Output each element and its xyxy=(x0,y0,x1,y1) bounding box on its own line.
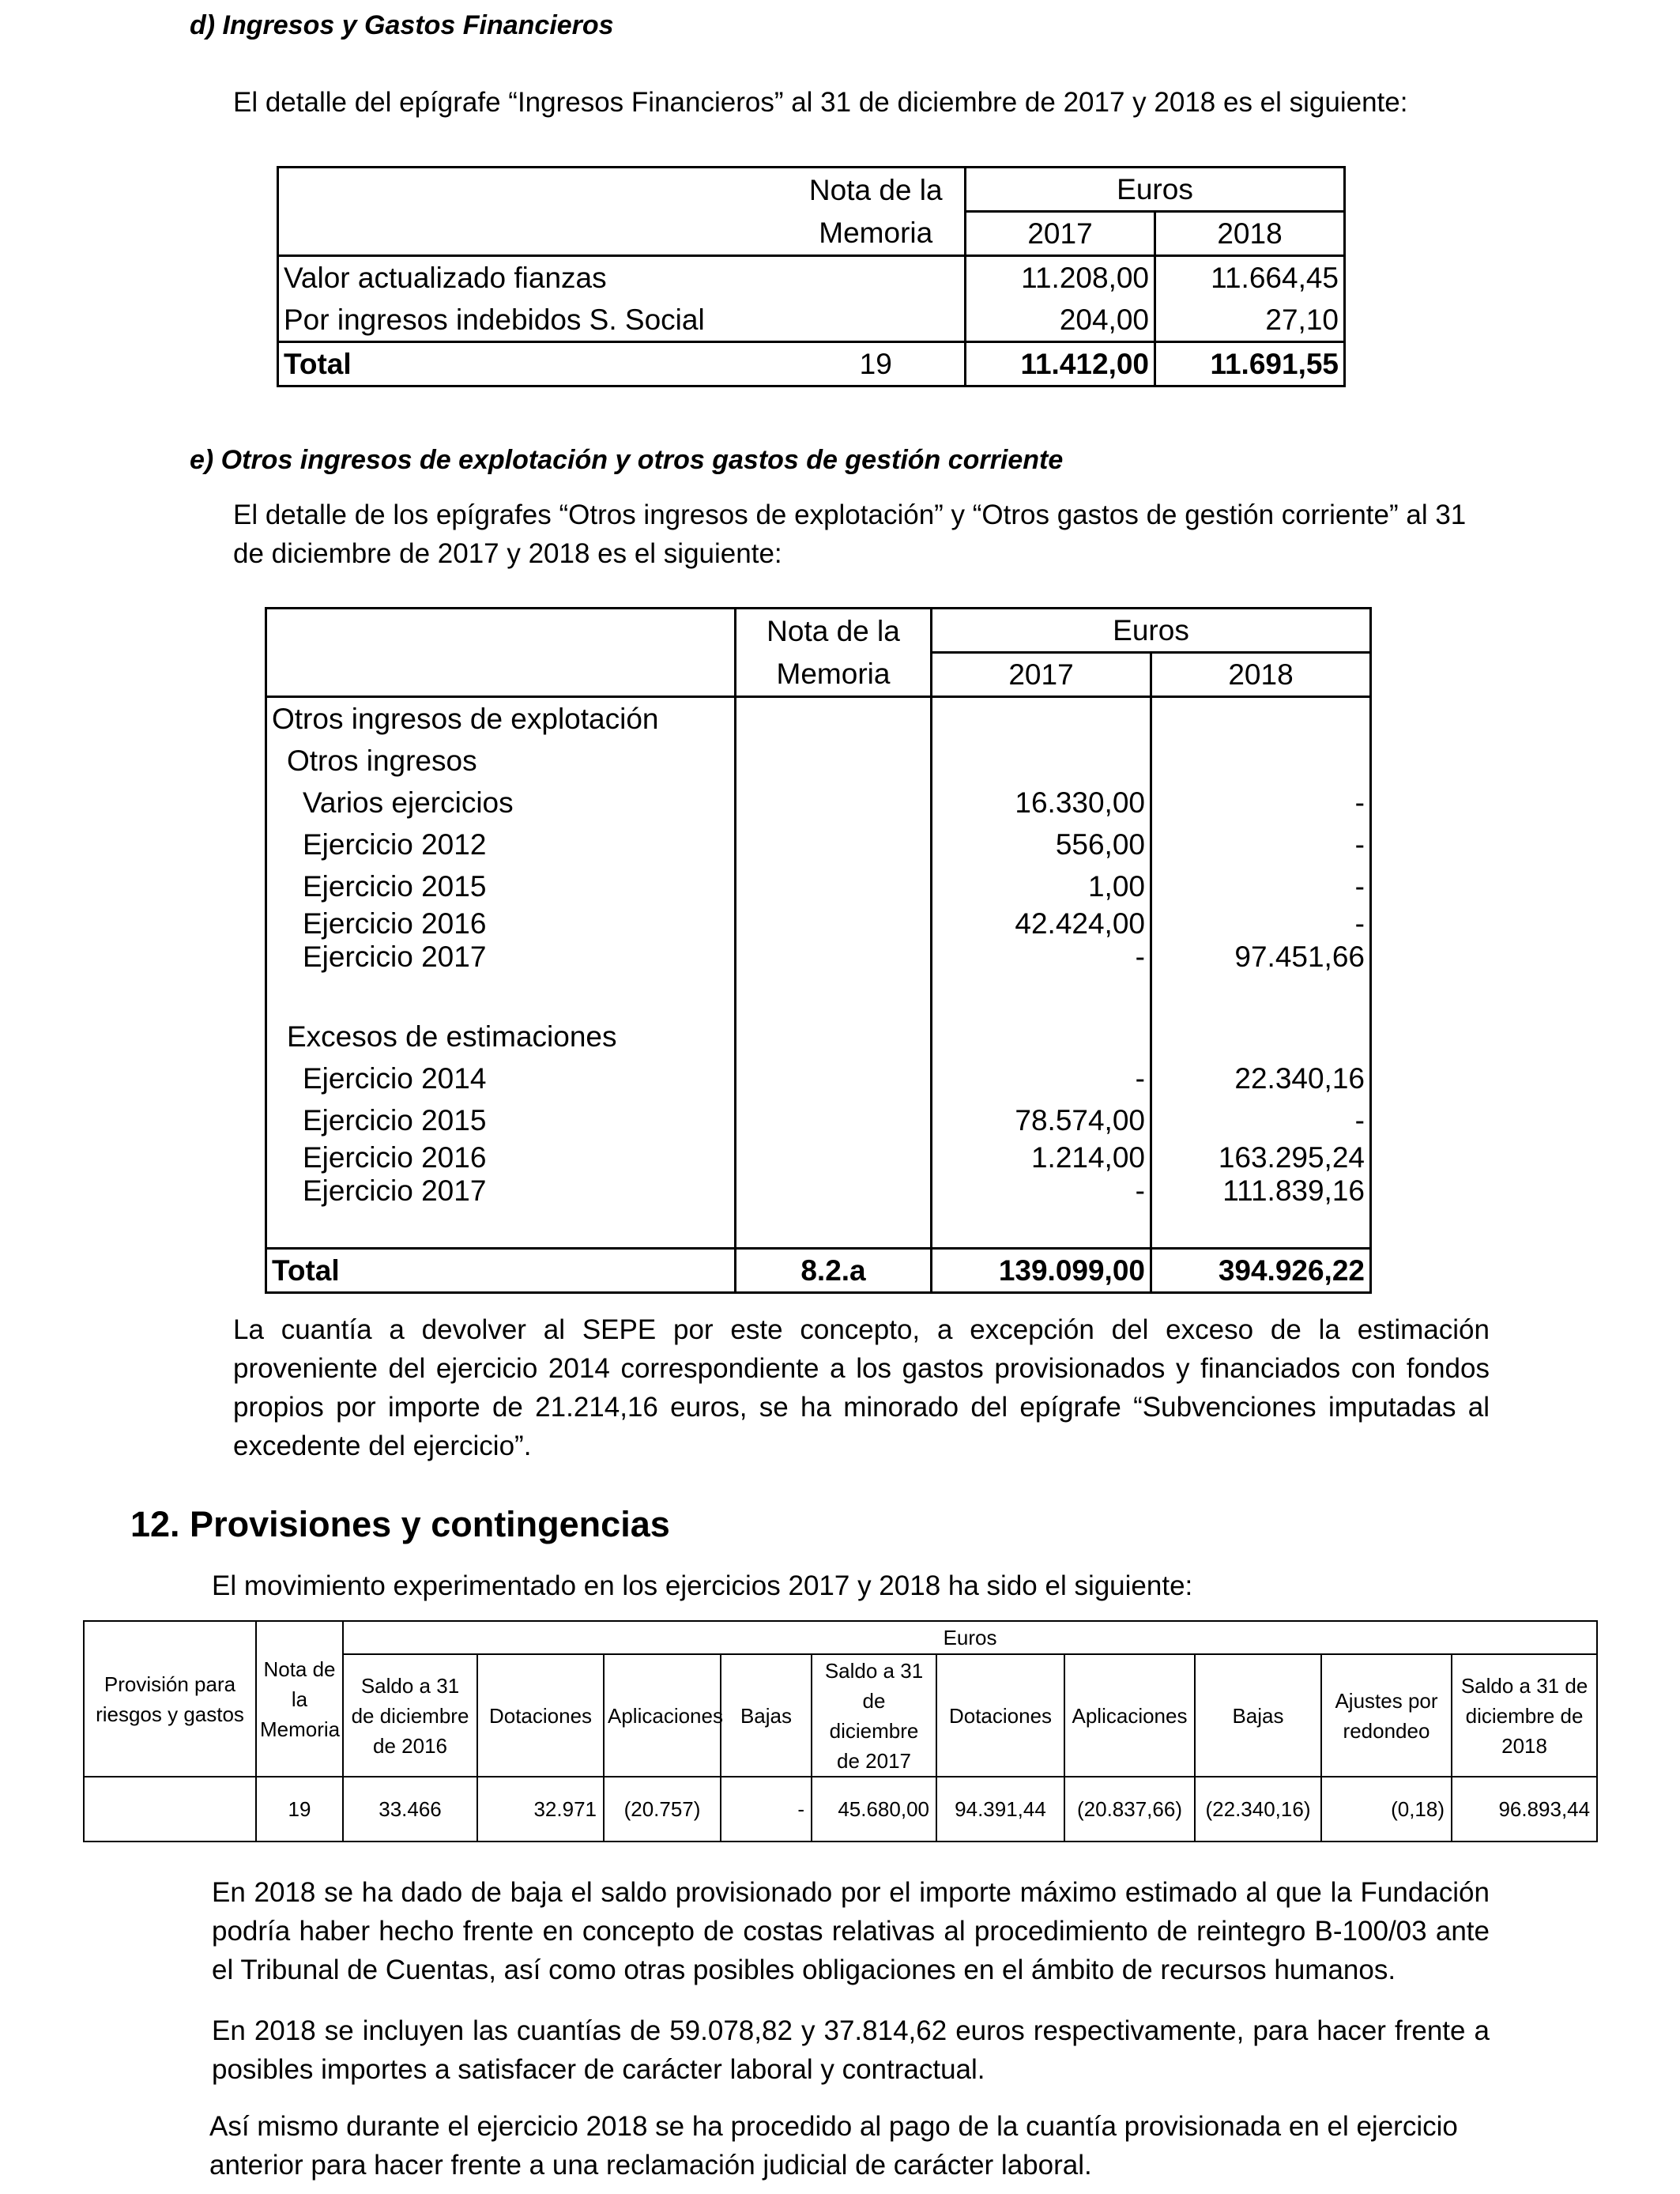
row-value-2018: 27,10 xyxy=(1155,299,1345,342)
col-dotaciones-2017: Dotaciones xyxy=(477,1654,604,1777)
row-saldo-2017: 45.680,00 xyxy=(812,1777,936,1842)
row-value-2018: 111.839,16 xyxy=(1151,1174,1371,1208)
row-value-2017: - xyxy=(932,1057,1151,1099)
col-ajustes: Ajustes por redondeo xyxy=(1321,1654,1452,1777)
year-2018-header: 2018 xyxy=(1151,653,1371,697)
section-12-para1: En 2018 se ha dado de baja el saldo provisionado por el importe máximo estimado al que la Fundación podría haber hecho frente en concepto de costas relativas al procedimiento de reintegro B-100/03 ante el Tribunal de Cuentas, así como otras posibles obligaciones en el ámbito de recursos humanos. xyxy=(212,1877,1490,1985)
year-2018-header: 2018 xyxy=(1155,212,1345,256)
col-saldo-2017: Saldo a 31 de diciembre de 2017 xyxy=(812,1654,936,1777)
table-row xyxy=(266,824,1371,865)
row-value-2018: 163.295,24 xyxy=(1151,1141,1371,1174)
row-value-2018: 11.664,45 xyxy=(1155,256,1345,300)
row-value-2017: 11.208,00 xyxy=(966,256,1155,300)
nota-header: Nota de la xyxy=(788,168,966,212)
row-value-2017: 42.424,00 xyxy=(932,907,1151,941)
table-row xyxy=(84,1777,1597,1842)
row-value-2017: 78.574,00 xyxy=(932,1099,1151,1141)
row-value-2018: 22.340,16 xyxy=(1151,1057,1371,1099)
table-row xyxy=(266,907,1371,941)
col-dotaciones-2018: Dotaciones xyxy=(936,1654,1064,1777)
row-nota xyxy=(788,256,966,300)
row-value-2018: - xyxy=(1151,865,1371,907)
row-dotaciones-2018: 94.391,44 xyxy=(936,1777,1064,1842)
total-2017: 11.412,00 xyxy=(966,342,1155,386)
col-bajas-2018: Bajas xyxy=(1195,1654,1321,1777)
row-label: Ejercicio 2014 xyxy=(266,1057,736,1099)
row-saldo-2016: 33.466 xyxy=(343,1777,477,1842)
total-row xyxy=(266,1249,1371,1293)
row-label: Ejercicio 2016 xyxy=(266,907,736,941)
table-row xyxy=(266,1174,1371,1208)
row-label: Por ingresos indebidos S. Social xyxy=(278,299,788,342)
table-row xyxy=(266,782,1371,824)
year-2017-header: 2017 xyxy=(966,212,1155,256)
table-row xyxy=(266,1141,1371,1174)
row-value-2017: 1,00 xyxy=(932,865,1151,907)
row-value-2017: 556,00 xyxy=(932,824,1151,865)
row-nota xyxy=(788,299,966,342)
row-value-2018: - xyxy=(1151,782,1371,824)
section-d-heading: d) Ingresos y Gastos Financieros xyxy=(190,10,614,40)
total-nota: 19 xyxy=(788,342,966,386)
section-e-heading: e) Otros ingresos de explotación y otros gastos de gestión corriente xyxy=(190,445,1064,475)
row-bajas-2018: (22.340,16) xyxy=(1195,1777,1321,1842)
row-ajustes: (0,18) xyxy=(1321,1777,1452,1842)
row-label: Ejercicio 2012 xyxy=(266,824,736,865)
row-value-2017: 204,00 xyxy=(966,299,1155,342)
subgroup-label: Otros ingresos xyxy=(266,740,736,782)
other-income-table xyxy=(265,607,1372,1294)
total-row xyxy=(278,342,1345,386)
provisions-table xyxy=(83,1620,1598,1842)
row-bajas-2017: - xyxy=(721,1777,812,1842)
row-value-2017: - xyxy=(932,1174,1151,1208)
row-label: Ejercicio 2016 xyxy=(266,1141,736,1174)
section-12-para3: Así mismo durante el ejercicio 2018 se ha procedido al pago de la cuantía provisionada en el ejercicio anterior para hacer frente a una reclamación judicial de carácter laboral. xyxy=(209,2111,1458,2181)
nota-header: Nota de la xyxy=(736,609,932,653)
euros-header: Euros xyxy=(966,168,1345,212)
memoria-header: Memoria xyxy=(736,653,932,697)
col-aplicaciones-2017: Aplicaciones xyxy=(604,1654,721,1777)
total-label: Total xyxy=(266,1249,736,1293)
section-12-intro: El movimiento experimentado en los ejercicios 2017 y 2018 ha sido el siguiente: xyxy=(212,1570,1193,1601)
row-label: Varios ejercicios xyxy=(266,782,736,824)
row-value-2018: 97.451,66 xyxy=(1151,941,1371,974)
row-value-2017: - xyxy=(932,941,1151,974)
euros-header: Euros xyxy=(343,1621,1597,1654)
section-12-heading: 12. Provisiones y contingencias xyxy=(130,1504,670,1544)
table-row xyxy=(266,1099,1371,1141)
row-label: Ejercicio 2017 xyxy=(266,1174,736,1208)
table-row xyxy=(278,256,1345,300)
row-value-2017: 16.330,00 xyxy=(932,782,1151,824)
total-nota: 8.2.a xyxy=(736,1249,932,1293)
col-saldo-2018: Saldo a 31 de diciembre de 2018 xyxy=(1452,1654,1597,1777)
row-value-2018: - xyxy=(1151,1099,1371,1141)
row-nota: 19 xyxy=(256,1777,343,1842)
total-label: Total xyxy=(278,342,788,386)
section-12-para2: En 2018 se incluyen las cuantías de 59.078,82 y 37.814,62 euros respectivamente, para hacer frente a posibles importes a satisfacer de carácter laboral y contractual. xyxy=(212,2015,1490,2085)
memoria-header: Memoria xyxy=(788,212,966,256)
row-aplicaciones-2017: (20.757) xyxy=(604,1777,721,1842)
row-dotaciones-2017: 32.971 xyxy=(477,1777,604,1842)
section-e-note: La cuantía a devolver al SEPE por este concepto, a excepción del exceso de la estimación proveniente del ejercicio 2014 correspondiente a los gastos provisionados y financiados con fondos propios por importe de 21.214,16 euros, se ha minorado del epígrafe “Subvenciones imputadas al excedente del ejercicio”. xyxy=(233,1314,1490,1461)
table-row xyxy=(266,865,1371,907)
table-row xyxy=(266,1057,1371,1099)
col-provision-label: Provisión para riesgos y gastos xyxy=(84,1621,256,1777)
group-label: Otros ingresos de explotación xyxy=(266,697,736,741)
col-aplicaciones-2018: Aplicaciones xyxy=(1064,1654,1195,1777)
row-value-2018: - xyxy=(1151,824,1371,865)
table-row xyxy=(278,299,1345,342)
euros-header: Euros xyxy=(932,609,1371,653)
financial-income-table xyxy=(277,166,1346,387)
col-saldo-2016: Saldo a 31 de diciembre de 2016 xyxy=(343,1654,477,1777)
row-aplicaciones-2018: (20.837,66) xyxy=(1064,1777,1195,1842)
row-label: Ejercicio 2015 xyxy=(266,865,736,907)
row-saldo-2018: 96.893,44 xyxy=(1452,1777,1597,1842)
year-2017-header: 2017 xyxy=(932,653,1151,697)
row-value-2018: - xyxy=(1151,907,1371,941)
row-label: Valor actualizado fianzas xyxy=(278,256,788,300)
row-value-2017: 1.214,00 xyxy=(932,1141,1151,1174)
col-nota: Nota de la Memoria xyxy=(256,1621,343,1777)
col-bajas-2017: Bajas xyxy=(721,1654,812,1777)
total-2017: 139.099,00 xyxy=(932,1249,1151,1293)
row-label: Ejercicio 2017 xyxy=(266,941,736,974)
table-row xyxy=(266,941,1371,974)
subgroup-label: Excesos de estimaciones xyxy=(266,1016,736,1057)
section-d-intro: El detalle del epígrafe “Ingresos Financieros” al 31 de diciembre de 2017 y 2018 es el siguiente: xyxy=(233,87,1408,118)
row-label: Ejercicio 2015 xyxy=(266,1099,736,1141)
total-2018: 11.691,55 xyxy=(1155,342,1345,386)
section-e-intro: El detalle de los epígrafes “Otros ingresos de explotación” y “Otros gastos de gestión corriente” al 31 de diciembre de 2017 y 2018 es el siguiente: xyxy=(233,499,1467,569)
total-2018: 394.926,22 xyxy=(1151,1249,1371,1293)
